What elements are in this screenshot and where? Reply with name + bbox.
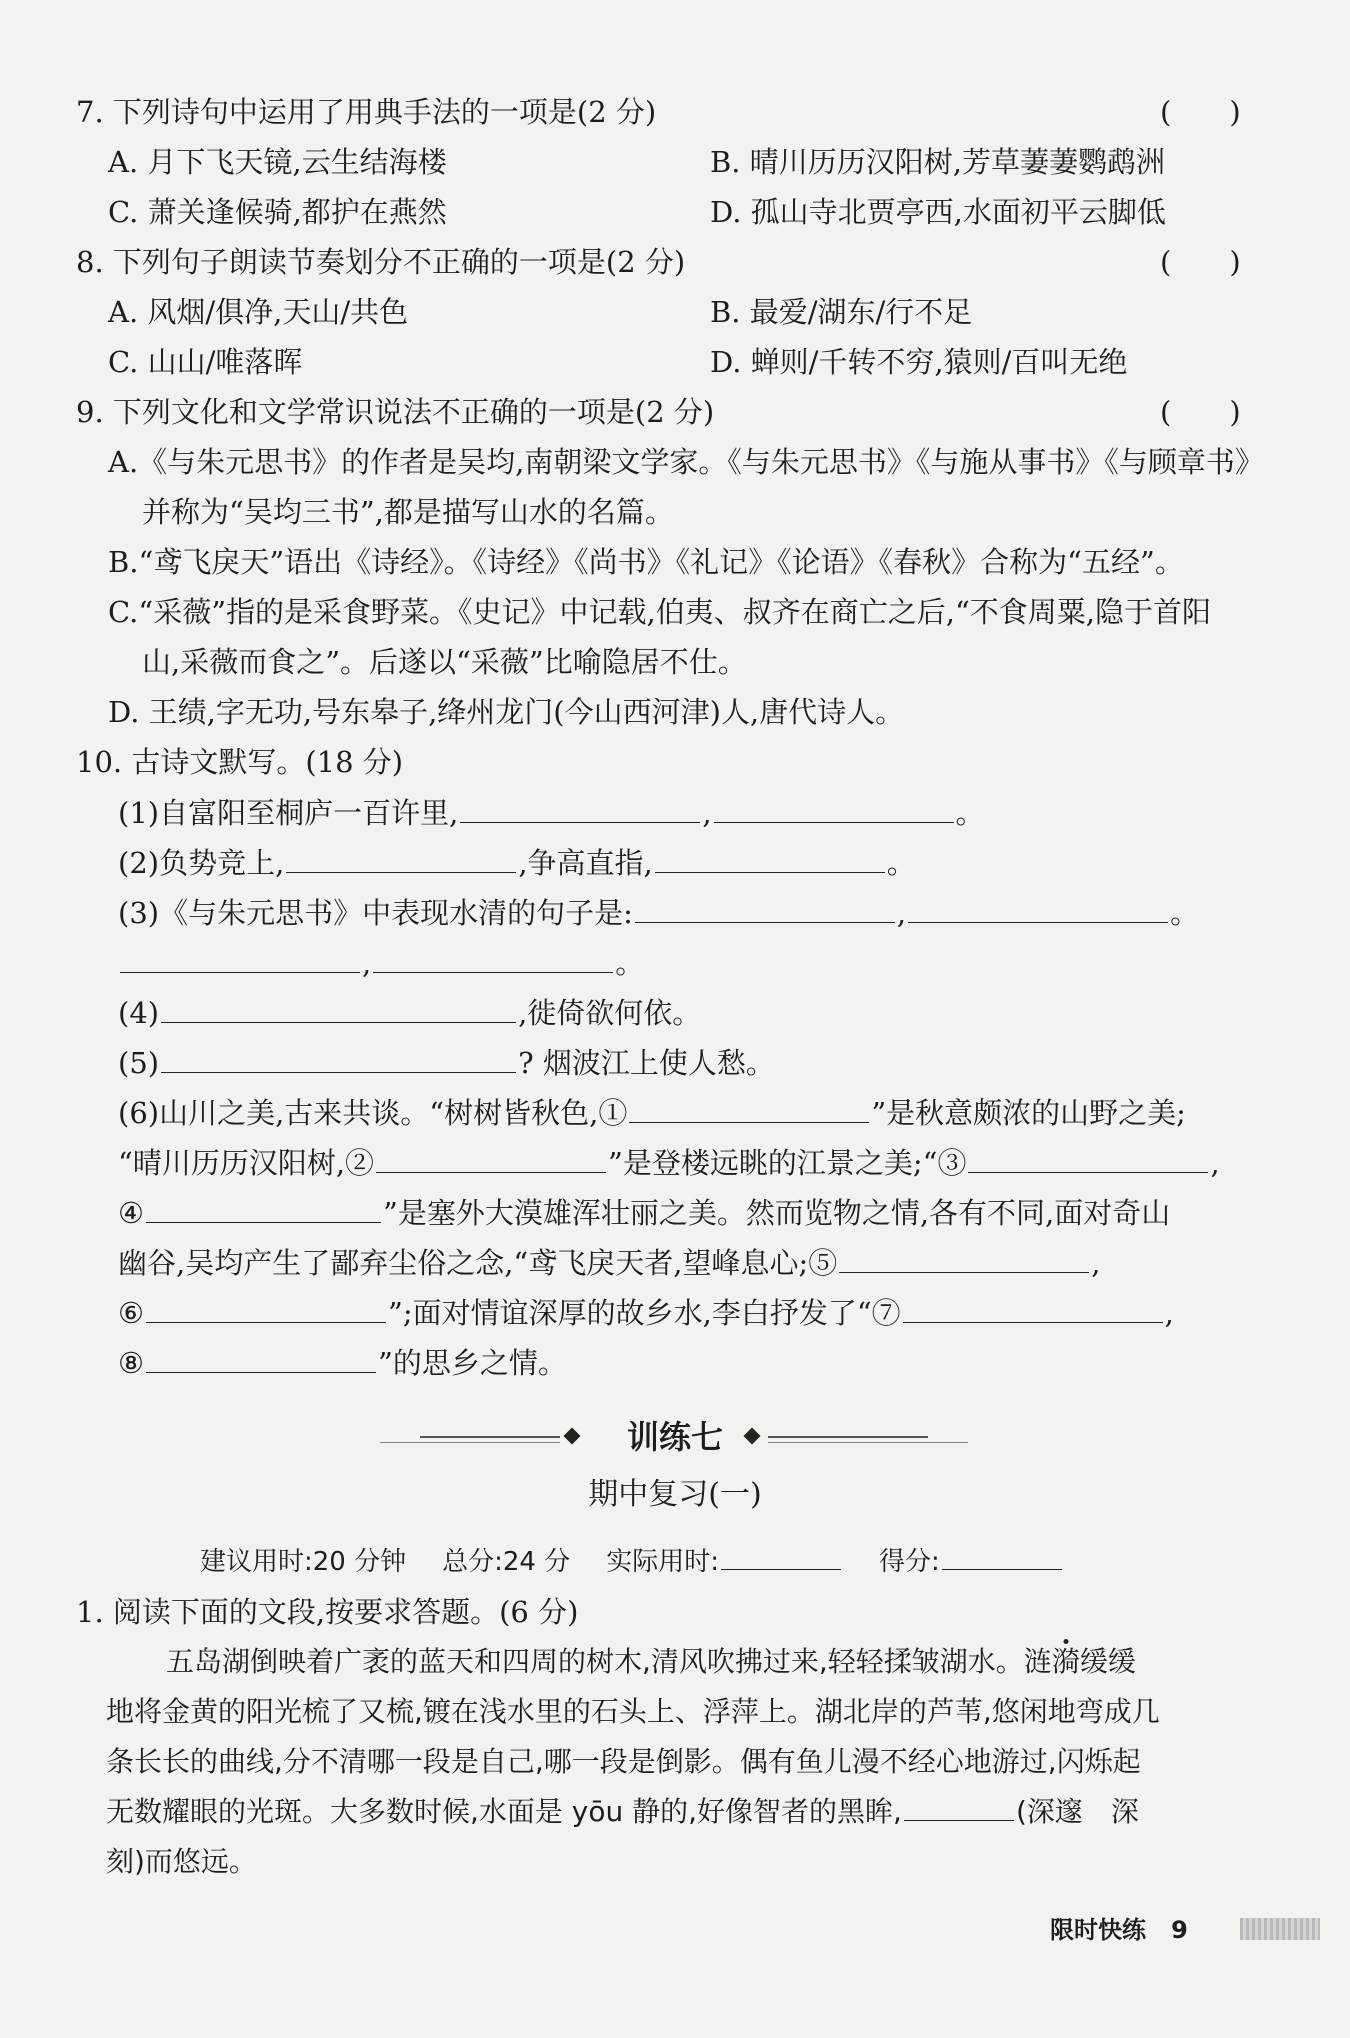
q10-item-6-text-2: “晴川历历汉阳树,②	[118, 1146, 375, 1180]
q10-item-3-blank-4[interactable]	[373, 942, 613, 973]
actual-time-blank[interactable]	[721, 1543, 841, 1570]
q10-item-6-text-1: ”是秋意颇浓的山野之美;	[871, 1096, 1186, 1130]
p1-line-2: 地将金黄的阳光梳了又梳,镀在浅水里的石头上、浮萍上。湖北岸的芦苇,悠闲地弯成几	[106, 1695, 1160, 1728]
q10-item-6-text-8: ”的思乡之情。	[378, 1346, 567, 1380]
q10-item-6-blank-5[interactable]	[839, 1242, 1089, 1273]
q7-stem: 7. 下列诗句中运用了用典手法的一项是(2 分)	[76, 95, 657, 129]
q7-answer-paren[interactable]: ( )	[1160, 95, 1241, 129]
q7-option-a: A. 月下飞天镜,云生结海楼	[108, 145, 447, 179]
suggested-time: 建议用时:20 分钟	[200, 1547, 407, 1577]
p1-stem: 1. 阅读下面的文段,按要求答题。(6 分)	[76, 1595, 579, 1629]
p1-emphasis-char: 漪	[1051, 1645, 1080, 1678]
q10-item-6-blank-1[interactable]	[629, 1092, 869, 1123]
q10-item-5-text: ? 烟波江上使人愁。	[518, 1046, 775, 1080]
q10-item-2-mid: ,争高直指,	[518, 846, 653, 880]
q10-item-6-text-3: ”是登楼远眺的江景之美;“③	[608, 1146, 967, 1180]
total-score: 总分:24 分	[442, 1547, 571, 1577]
p1-word-choice-blank[interactable]	[904, 1792, 1014, 1821]
q10-item-6-text-4: ”是塞外大漠雄浑壮丽之美。然而览物之情,各有不同,面对奇山	[383, 1196, 1171, 1230]
p1-line-3: 条长长的曲线,分不清哪一段是自己,哪一段是倒影。偶有鱼儿漫不经心地游过,闪烁起	[106, 1745, 1141, 1778]
q10-item-1-prompt: (1)自富阳至桐庐一百许里,	[118, 796, 459, 830]
q10-item-6-line1	[118, 1092, 1186, 1133]
q10-item-6-sep-7: ,	[1164, 1296, 1174, 1330]
q10-item-6-line6	[118, 1342, 567, 1383]
q10-item-2	[118, 842, 916, 883]
footer-label: 限时快练	[1050, 1916, 1146, 1944]
p1-line-1-end: 缓缓	[1079, 1645, 1136, 1678]
q8-option-b: B. 最爱/湖东/行不足	[710, 295, 973, 329]
q10-item-6-num-6: ⑥	[118, 1296, 144, 1330]
q8-option-a: A. 风烟/俱净,天山/共色	[108, 295, 409, 329]
q10-item-6-line4	[118, 1242, 1100, 1283]
q10-item-3	[118, 892, 1199, 933]
q9-option-c-line1: C.“采薇”指的是采食野菜。《史记》中记载,伯夷、叔齐在商亡之后,“不食周粟,隐于首阳	[108, 595, 1212, 629]
q10-item-3-sep: ,	[896, 896, 907, 930]
q10-item-6-blank-4[interactable]	[146, 1192, 381, 1223]
q9-option-c-line2: 山,采薇而食之”。后遂以“采薇”比喻隐居不仕。	[142, 645, 747, 679]
p1-line-1	[166, 1642, 1136, 1682]
q10-item-1-end: 。	[955, 796, 985, 830]
q10-item-6-line2	[118, 1142, 1220, 1183]
q10-item-1-sep: ,	[702, 796, 712, 830]
q10-item-6-blank-8[interactable]	[146, 1342, 376, 1373]
q10-item-6-num-4: ④	[118, 1196, 144, 1230]
p1-line-5: 刻)而悠远。	[106, 1845, 257, 1878]
p1-line-1-text: 五岛湖倒映着广袤的蓝天和四周的树木,清风吹拂过来,轻轻揉皱湖水。涟	[166, 1645, 1052, 1678]
q10-item-5-blank[interactable]	[161, 1042, 516, 1073]
q10-item-6-blank-3[interactable]	[968, 1142, 1208, 1173]
score-blank[interactable]	[942, 1543, 1062, 1570]
q10-item-3-end-2: 。	[615, 946, 645, 980]
q10-item-2-end: 。	[886, 846, 916, 880]
section-title: 训练七	[626, 1418, 723, 1456]
q10-item-1-blank-1[interactable]	[460, 792, 700, 823]
q10-item-6-blank-7[interactable]	[903, 1292, 1163, 1323]
q7-option-b: B. 晴川历历汉阳树,芳草萋萋鹦鹉洲	[710, 145, 1165, 179]
q7-option-c: C. 萧关逢候骑,都护在燕然	[108, 195, 447, 229]
section-header	[0, 1412, 1350, 1462]
q10-item-3-sep-2: ,	[362, 946, 372, 980]
q10-item-1	[118, 792, 985, 833]
q9-option-a-line2: 并称为“吴均三书”,都是描写山水的名篇。	[142, 495, 674, 529]
q10-item-3-blank-2[interactable]	[908, 892, 1168, 923]
page-number: 9	[1171, 1916, 1188, 1944]
p1-line-4	[106, 1792, 1139, 1832]
q10-item-6-intro: (6)山川之美,古来共谈。“树树皆秋色,①	[118, 1096, 628, 1130]
q10-item-3-end: 。	[1170, 896, 1200, 930]
q10-item-1-blank-2[interactable]	[714, 792, 954, 823]
q10-item-6-blank-2[interactable]	[376, 1142, 606, 1173]
q8-stem: 8. 下列句子朗读节奏划分不正确的一项是(2 分)	[76, 245, 686, 279]
q8-option-c: C. 山山/唯落晖	[108, 345, 303, 379]
section-info	[200, 1542, 1064, 1582]
q9-option-b: B.“鸢飞戾天”语出《诗经》。《诗经》《尚书》《礼记》《论语》《春秋》合称为“五经”。	[108, 545, 1184, 579]
p1-line-4-text: 无数耀眼的光斑。大多数时候,水面是 yōu 静的,好像智者的黑眸,	[106, 1795, 902, 1828]
q10-item-2-prompt: (2)负势竞上,	[118, 846, 285, 880]
q10-item-3-blank-1[interactable]	[635, 892, 895, 923]
q10-item-6-sep-5: ,	[1091, 1246, 1101, 1280]
q10-item-6-text-6: ”;面对情谊深厚的故乡水,李白抒发了“⑦	[388, 1296, 901, 1330]
q7-option-d: D. 孤山寺北贾亭西,水面初平云脚低	[710, 195, 1166, 229]
section-subtitle: 期中复习(一)	[588, 1477, 762, 1512]
q10-item-4	[118, 992, 701, 1033]
q9-option-d: D. 王绩,字无功,号东皋子,绛州龙门(今山西河津)人,唐代诗人。	[108, 695, 905, 729]
q10-item-4-num: (4)	[118, 996, 160, 1030]
q8-answer-paren[interactable]: ( )	[1160, 245, 1241, 279]
q9-option-a-line1: A.《与朱元思书》的作者是吴均,南朝梁文学家。《与朱元思书》《与施从事书》《与顾章书》	[108, 445, 1264, 479]
page-footer	[1050, 1912, 1188, 1948]
q10-item-6-line3	[118, 1192, 1170, 1233]
q10-stem: 10. 古诗文默写。(18 分)	[76, 745, 404, 779]
q8-option-d: D. 蝉则/千转不穷,猿则/百叫无绝	[710, 345, 1128, 379]
q9-stem: 9. 下列文化和文学常识说法不正确的一项是(2 分)	[76, 395, 715, 429]
q10-item-3-prompt: (3)《与朱元思书》中表现水清的句子是:	[118, 896, 633, 930]
q10-item-5	[118, 1042, 775, 1083]
q10-item-6-blank-6[interactable]	[146, 1292, 386, 1323]
p1-word-choices: (深邃 深	[1015, 1795, 1139, 1828]
q10-item-3-cont	[118, 942, 644, 983]
q10-item-6-line5	[118, 1292, 1174, 1333]
actual-time-label: 实际用时:	[606, 1547, 719, 1577]
score-label: 得分:	[878, 1547, 940, 1577]
q9-answer-paren[interactable]: ( )	[1160, 395, 1241, 429]
q10-item-4-text: ,徙倚欲何依。	[518, 996, 702, 1030]
q10-item-4-blank[interactable]	[161, 992, 516, 1023]
q10-item-3-blank-3[interactable]	[120, 942, 360, 973]
q10-item-2-blank-1[interactable]	[286, 842, 516, 873]
footer-decoration	[1240, 1918, 1320, 1940]
q10-item-6-text-5: 幽谷,吴均产生了鄙弃尘俗之念,“鸢飞戾天者,望峰息心;⑤	[118, 1246, 838, 1280]
q10-item-6-sep-3: ,	[1210, 1146, 1220, 1180]
q10-item-6-num-8: ⑧	[118, 1346, 144, 1380]
q10-item-2-blank-2[interactable]	[655, 842, 885, 873]
q10-item-5-num: (5)	[118, 1046, 160, 1080]
